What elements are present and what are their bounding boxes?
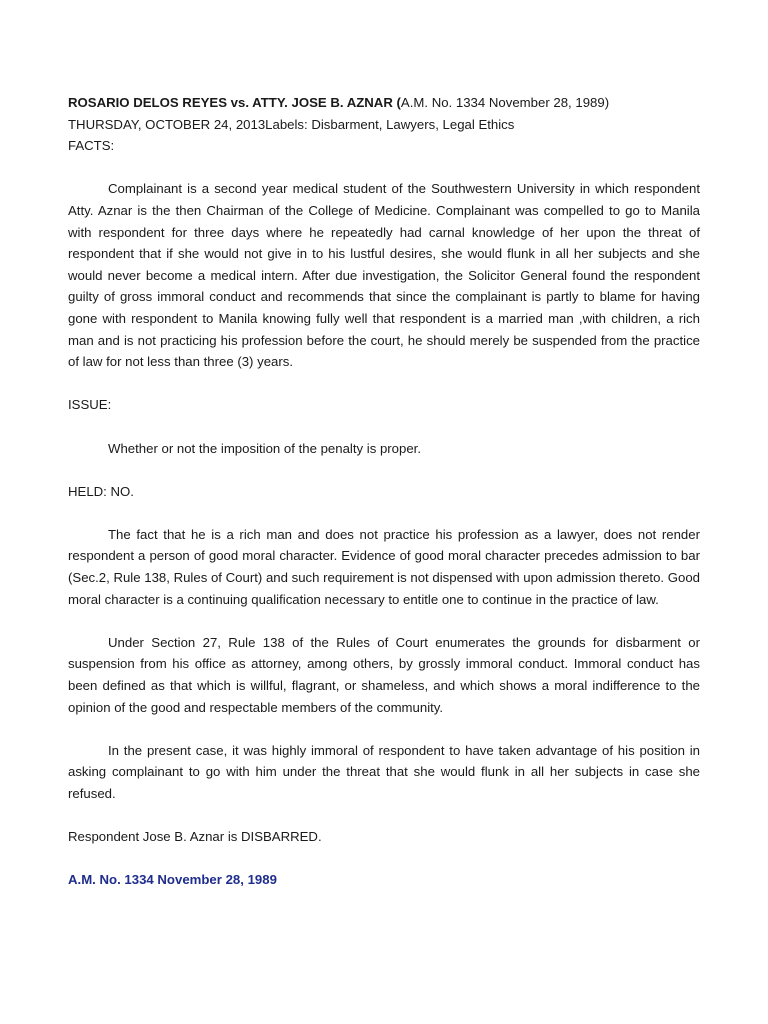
spacer (68, 718, 700, 740)
document-page (68, 92, 700, 891)
disposition: Respondent Jose B. Aznar is DISBARRED. (68, 829, 322, 845)
spacer (68, 848, 700, 870)
case-title-parties: ROSARIO DELOS REYES vs. ATTY. JOSE B. AZNAR ( (68, 95, 401, 110)
spacer (68, 610, 700, 632)
spacer (68, 157, 700, 179)
held-paragraph-2: Under Section 27, Rule 138 of the Rules of Court enumerates the grounds for disbarment or suspension from his office as attorney, among others, by grossly immoral conduct. Immoral conduct has been defined as that which is willful, flagrant, or shameless, and which shows a moral indifference to the opinion of the good and respectable members of the community. (68, 634, 700, 715)
held-heading: HELD: NO. (68, 483, 134, 499)
facts-heading: FACTS: (68, 138, 115, 154)
spacer (68, 459, 700, 481)
held-paragraph-3: In the present case, it was highly immoral of respondent to have taken advantage of his position in asking complainant to go with him under the threat that she would flunk in all her subjects in case she refused. (68, 742, 700, 801)
case-title-reference: A.M. No. 1334 November 28, 1989) (400, 95, 610, 110)
issue-heading: ISSUE: (68, 397, 112, 413)
dateline: THURSDAY, OCTOBER 24, 2013Labels: Disbarment, Lawyers, Legal Ethics (68, 116, 515, 132)
held-paragraph-1: The fact that he is a rich man and does not practice his profession as a lawyer, does not render respondent a person of good moral character. Evidence of good moral character precedes admission to bar (Sec.2, Rule 138, Rules of Court) and such requirement is not dispensed with upon admission thereto. Good moral character is a continuing qualification necessary to entitle one to continue in the practice of law. (68, 526, 700, 607)
issue-paragraph: Whether or not the imposition of the penalty is proper. (108, 440, 422, 456)
spacer (68, 502, 700, 524)
spacer (68, 805, 700, 827)
case-title (68, 92, 700, 114)
spacer (68, 416, 700, 438)
footer-case-reference: A.M. No. 1334 November 28, 1989 (68, 872, 277, 888)
facts-paragraph: Complainant is a second year medical student of the Southwestern University in which respondent Atty. Aznar is the then Chairman of the College of Medicine. Complainant was compelled to go to Manila with respondent for three days where he repeatedly had carnal knowledge of her upon the threat of respondent that if she would not give in to his lustful desires, she would flunk in all her subjects and she would never become a medical intern. After due investigation, the Solicitor General found the respondent guilty of gross immoral conduct and recommends that since the complainant is partly to blame for having gone with respondent to Manila knowing fully well that respondent is a married man ,with children, a rich man and is not practicing his profession before the court, he should merely be suspended from the practice of law for not less than three (3) years. (68, 181, 700, 370)
spacer (68, 373, 700, 395)
